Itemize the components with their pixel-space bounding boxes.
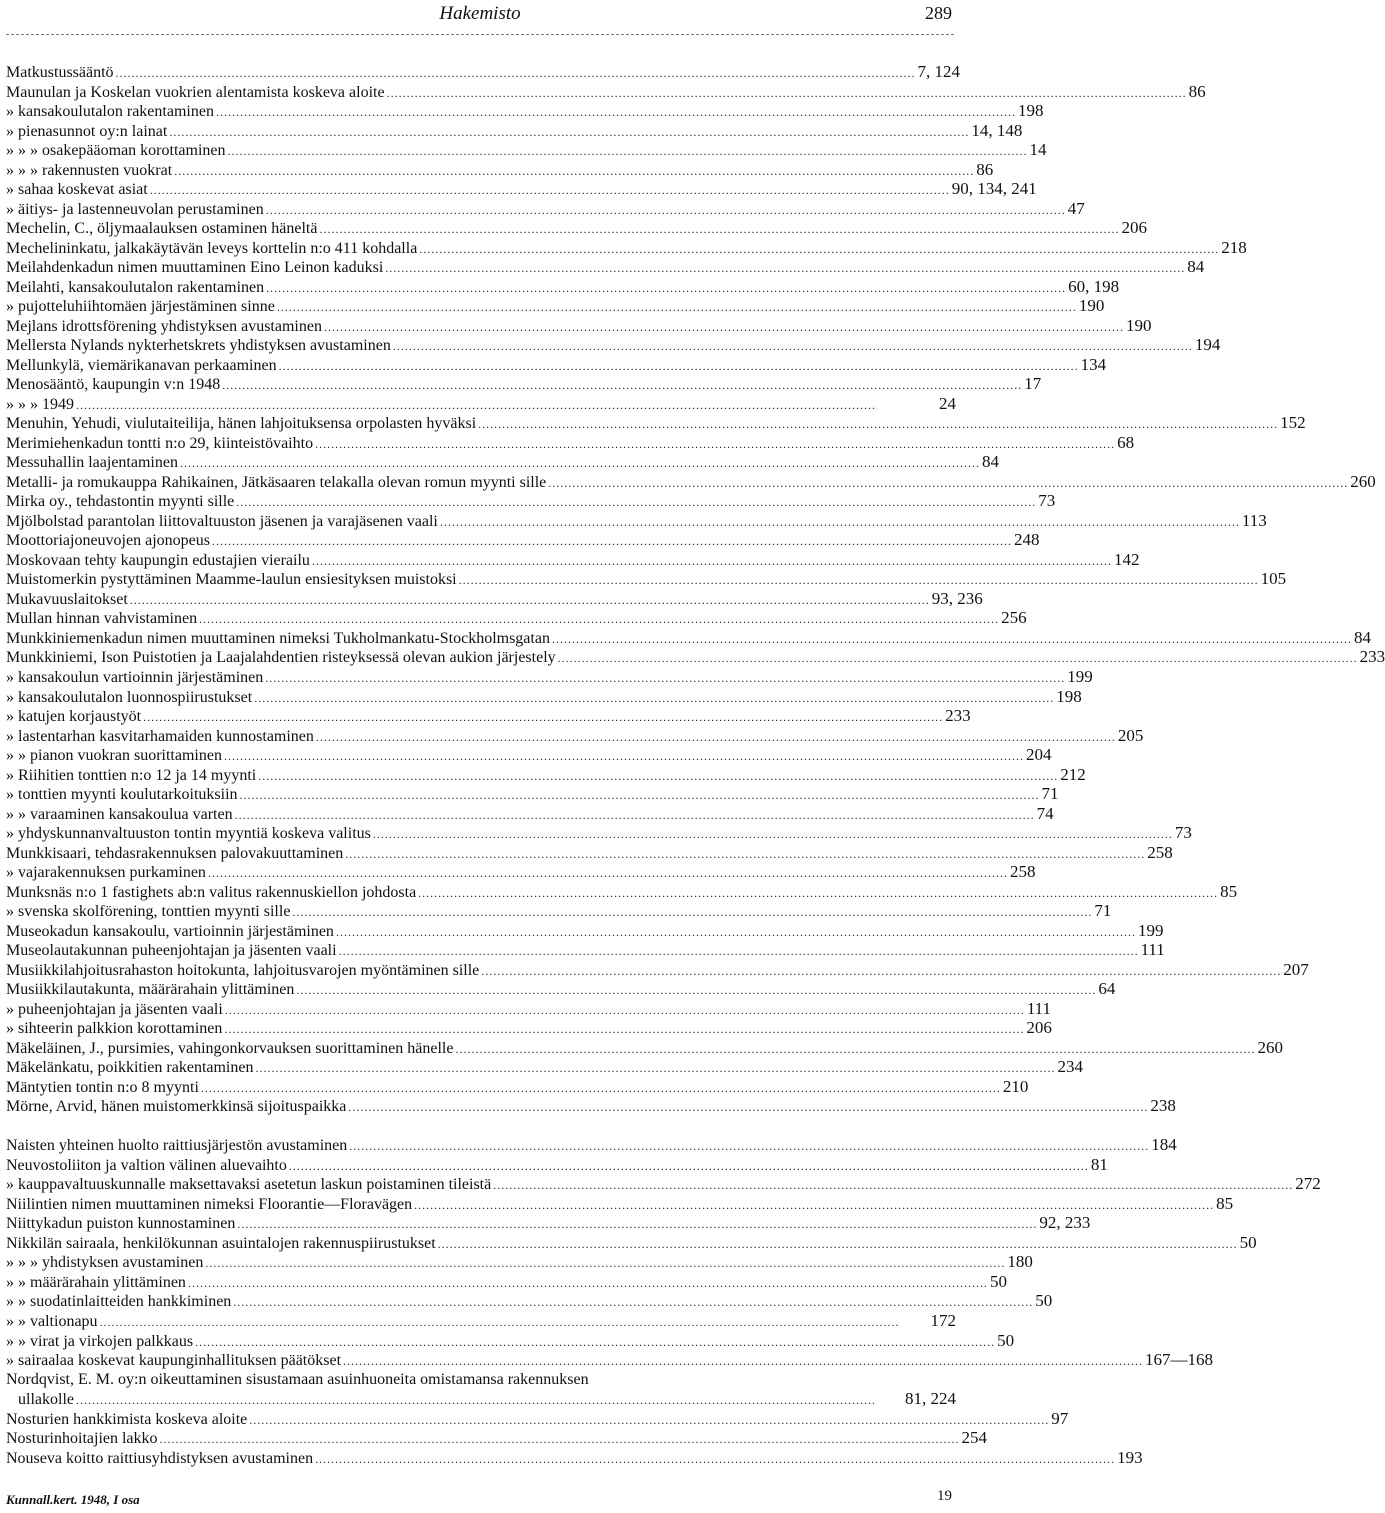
index-entry bbox=[6, 1330, 1015, 1351]
index-entry-text: » kansakoulutalon luonnospiirustukset bbox=[6, 688, 253, 706]
index-entry bbox=[6, 120, 1023, 141]
dot-leader: ........................................................................................................................................................................................................ bbox=[418, 885, 1219, 900]
dot-leader: ........................................................................................................................................................................................................ bbox=[227, 144, 1028, 159]
page-number: 289 bbox=[925, 3, 952, 23]
index-entry-text: Neuvostoliiton ja valtion välinen aluevaihto bbox=[6, 1156, 287, 1174]
index-entry-text: » sihteerin palkkion korottaminen bbox=[6, 1020, 223, 1038]
index-entry-pages: 73 bbox=[1038, 491, 1056, 511]
dot-leader: ........................................................................................................................................................................................................ bbox=[288, 1158, 1089, 1173]
index-entry bbox=[6, 803, 1054, 824]
index-entry-text: » yhdyskunnanvaltuuston tontin myyntiä koskeva valitus bbox=[6, 825, 371, 843]
index-entry bbox=[6, 979, 1116, 999]
index-entry bbox=[6, 998, 1052, 1019]
index-entry-pages: 74 bbox=[1036, 803, 1054, 823]
index-entry bbox=[6, 842, 1173, 863]
index-entry bbox=[6, 549, 1140, 570]
index-entry-text: » vajarakennuksen purkaminen bbox=[6, 864, 206, 882]
index-entry bbox=[6, 823, 1192, 843]
index-entry-pages: 167—168 bbox=[1145, 1350, 1214, 1370]
index-entry-text: Metalli- ja romukauppa Rahikainen, Jätkäsaaren telakalla olevan romun myynti sille bbox=[6, 473, 547, 491]
index-entry-text: Muistomerkin pystyttäminen Maamme-laulun ensiesityksen muistoksi bbox=[6, 571, 457, 589]
index-entry-pages: 97 bbox=[1051, 1408, 1069, 1428]
index-entry-pages: 50 bbox=[1239, 1232, 1257, 1252]
index-entry-text: » tonttien myynti koulutarkoituksiin bbox=[6, 786, 238, 804]
index-entry-text: » » » yhdistyksen avustaminen bbox=[6, 1254, 204, 1272]
index-entry-pages: 86 bbox=[1188, 81, 1206, 101]
index-entry-text: Musiikkilahjoitusrahaston hoitokunta, lahjoitusvarojen myöntäminen sille bbox=[6, 961, 480, 979]
dot-leader: ........................................................................................................................................................................................................ bbox=[224, 1002, 1025, 1017]
index-entry-text: » » valtionapu bbox=[6, 1313, 98, 1330]
index-entry-text: » » suodatinlaitteiden hankkiminen bbox=[6, 1293, 232, 1311]
dot-leader: ........................................................................................................................................................................................................ bbox=[205, 1256, 1006, 1271]
dot-leader: ........................................................................................................................................................................................................ bbox=[315, 1451, 1116, 1466]
index-entry bbox=[6, 745, 1052, 765]
dot-leader: ........................................................................................................................................................................................................ bbox=[149, 183, 950, 198]
index-entry-pages: 90, 134, 241 bbox=[951, 179, 1037, 199]
index-entry-pages: 190 bbox=[1078, 296, 1105, 316]
index-entry bbox=[6, 1447, 1143, 1468]
index-entry-pages: 198 bbox=[1056, 686, 1082, 706]
index-entry-text: Mäkeläinen, J., pursimies, vahingonkorvauksen suorittaminen hänelle bbox=[6, 1039, 454, 1057]
index-entry-text: Merimiehenkadun tontti n:o 29, kiinteistövaihto bbox=[6, 434, 314, 452]
index-entry-text: » sahaa koskevat asiat bbox=[6, 181, 148, 199]
dot-leader: ........................................................................................................................................................................................................ bbox=[455, 1041, 1256, 1056]
index-entry-text: Nikkilän sairaala, henkilökunnan asuintalojen rakennuspiirustukset bbox=[6, 1234, 436, 1252]
index-entry-text: Munkkiniemenkadun nimen muuttaminen nimeksi Tukholmankatu-Stockholmsgatan bbox=[6, 629, 550, 647]
index-entry-pages: 233 bbox=[1359, 647, 1385, 667]
index-entry-pages: 152 bbox=[1280, 413, 1306, 433]
index-entry-pages: 204 bbox=[1025, 745, 1052, 765]
dot-leader: ........................................................................................................................................................................................................ bbox=[234, 807, 1035, 822]
index-entry bbox=[6, 452, 999, 472]
index-entry bbox=[6, 1291, 1053, 1311]
index-entry-pages: 47 bbox=[1067, 198, 1085, 218]
index-entry-text: » katujen korjaustyöt bbox=[6, 708, 142, 726]
index-entry-text: Mukavuuslaitokset bbox=[6, 590, 128, 608]
index-entry bbox=[6, 1311, 956, 1331]
index-entry-pages: 248 bbox=[1013, 530, 1040, 550]
section-gap bbox=[6, 1116, 956, 1136]
index-entry bbox=[6, 491, 1056, 511]
index-entry-text: » kansakoulutalon rakentaminen bbox=[6, 103, 214, 121]
index-entry bbox=[6, 62, 961, 82]
dot-leader: ........................................................................................................................................................................................................ bbox=[75, 1393, 876, 1408]
dot-leader: ........................................................................................................................................................................................................ bbox=[237, 1217, 1038, 1232]
dot-leader: ........................................................................................................................................................................................................ bbox=[458, 573, 1259, 588]
index-entry-pages: 7, 124 bbox=[917, 62, 961, 81]
index-entry-pages: 93, 236 bbox=[931, 588, 983, 608]
dot-leader: ........................................................................................................................................................................................................ bbox=[319, 222, 1120, 237]
index-entry-text: » » » rakennusten vuokrat bbox=[6, 161, 173, 179]
dot-leader: ........................................................................................................................................................................................................ bbox=[323, 319, 1124, 334]
index-entry-pages: 184 bbox=[1151, 1135, 1177, 1155]
dot-leader: ........................................................................................................................................................................................................ bbox=[129, 592, 930, 607]
index-entry-pages: 17 bbox=[1024, 374, 1042, 394]
index-entry-text: » sairaalaa koskevat kaupunginhallituksen päätökset bbox=[6, 1352, 342, 1370]
index-entry-pages: 258 bbox=[1009, 862, 1036, 882]
dot-leader: ........................................................................................................................................................................................................ bbox=[200, 1080, 1001, 1095]
index-entry-pages: 260 bbox=[1257, 1037, 1283, 1057]
sheet-number: 19 bbox=[937, 1488, 952, 1504]
dot-leader: ........................................................................................................................................................................................................ bbox=[266, 280, 1067, 295]
index-entry-pages: 113 bbox=[1241, 510, 1267, 530]
index-entry bbox=[6, 686, 1082, 707]
index-entry-text: Mechelininkatu, jalkakäytävän leveys korttelin n:o 411 kohdalla bbox=[6, 239, 418, 257]
index-entry-text: » pienasunnot oy:n lainat bbox=[6, 122, 168, 140]
dot-leader: ........................................................................................................................................................................................................ bbox=[414, 1197, 1215, 1212]
index-entry-pages: 256 bbox=[1001, 608, 1027, 628]
index-entry-pages: 111 bbox=[1140, 940, 1165, 960]
index-entry-pages: 84 bbox=[1187, 257, 1205, 277]
dot-leader: ........................................................................................................................................................................................................ bbox=[249, 1412, 1050, 1427]
index-entry-pages: 206 bbox=[1121, 218, 1147, 238]
index-entry-pages: 180 bbox=[1007, 1252, 1033, 1272]
index-entry-pages: 142 bbox=[1113, 549, 1140, 569]
index-entry-text: Maunulan ja Koskelan vuokrien alentamista koskeva aloite bbox=[6, 83, 385, 101]
index-entry bbox=[6, 101, 1044, 121]
index-entry bbox=[6, 764, 1086, 785]
dot-leader: ........................................................................................................................................................................................................ bbox=[99, 1315, 900, 1329]
index-entry-pages: 50 bbox=[997, 1330, 1015, 1350]
index-entry bbox=[6, 374, 1042, 394]
index-entry-text: » » määrärahain ylittäminen bbox=[6, 1273, 186, 1291]
index-entry-pages: 85 bbox=[1220, 881, 1238, 901]
index-entry bbox=[6, 471, 1376, 492]
index-entry-pages: 14 bbox=[1029, 140, 1047, 160]
index-entry bbox=[6, 1408, 1069, 1429]
index-entry-pages: 199 bbox=[1067, 666, 1093, 686]
index-entry-text: » Riihitien tonttien n:o 12 ja 14 myynti bbox=[6, 766, 257, 784]
index-entry bbox=[6, 432, 1135, 453]
index-entry-text: Mellunkylä, viemärikanavan perkaaminen bbox=[6, 356, 277, 374]
index-entry bbox=[6, 276, 1120, 297]
index-entry-text: Munksnäs n:o 1 fastighets ab:n valitus rakennuskiellon johdosta bbox=[6, 883, 417, 901]
dot-leader: ........................................................................................................................................................................................................ bbox=[233, 1295, 1034, 1310]
index-entry bbox=[6, 140, 1047, 160]
index-entry bbox=[6, 179, 1037, 199]
index-entry-text: Moskovaan tehty kaupungin edustajien vierailu bbox=[6, 551, 310, 569]
index-entry bbox=[6, 510, 1267, 531]
index-entry bbox=[6, 627, 1371, 648]
index-entry-text: Mörne, Arvid, hänen muistomerkkinsä sijoituspaikka bbox=[6, 1098, 347, 1116]
index-entry-text: Munkkisaari, tehdasrakennuksen palovakuuttaminen bbox=[6, 844, 344, 862]
dot-leader: ........................................................................................................................................................................................................ bbox=[258, 768, 1059, 783]
dot-leader: ........................................................................................................................................................................................................ bbox=[265, 670, 1066, 685]
index-entry-pages: 218 bbox=[1221, 237, 1247, 257]
index-entry bbox=[6, 1154, 1108, 1175]
index-entry-text: » » » 1949 bbox=[6, 395, 74, 413]
index-entry-pages: 233 bbox=[945, 706, 971, 726]
index-entry-text: » » pianon vuokran suorittaminen bbox=[6, 747, 222, 765]
dot-leader: ........................................................................................................................................................................................................ bbox=[276, 300, 1077, 315]
dot-leader: ........................................................................................................................................................................................................ bbox=[419, 241, 1220, 256]
dot-leader: ........................................................................................................................................................................................................ bbox=[481, 963, 1282, 978]
dot-leader: ........................................................................................................................................................................................................ bbox=[493, 1178, 1294, 1193]
index-entry-pages: 50 bbox=[1035, 1291, 1053, 1311]
index-entry-text: Mellersta Nylands nykterhetskrets yhdistyksen avustaminen bbox=[6, 337, 391, 355]
dot-leader: ........................................................................................................................................................................................................ bbox=[199, 612, 1000, 627]
index-entry-text: Mirka oy., tehdastontin myynti sille bbox=[6, 493, 235, 511]
index-entry-pages: 71 bbox=[1041, 784, 1059, 804]
index-entry-text: Nordqvist, E. M. oy:n oikeuttaminen sisustamaan asuinhuoneita omistamansa rakennuksen bbox=[6, 1370, 589, 1388]
dot-leader: ........................................................................................................................................................................................................ bbox=[187, 1275, 988, 1290]
index-entry-text: Museolautakunnan puheenjohtajan ja jäsenten vaali bbox=[6, 942, 337, 960]
index-entry-pages: 254 bbox=[961, 1428, 988, 1448]
index-entry-pages: 238 bbox=[1150, 1096, 1176, 1116]
page-header bbox=[0, 0, 960, 40]
index-entry bbox=[6, 959, 1309, 980]
index-entry-pages: 92, 233 bbox=[1039, 1213, 1091, 1233]
index-entry-text: » pujotteluhiihtomäen järjestäminen sinne bbox=[6, 298, 275, 316]
index-entry bbox=[6, 784, 1059, 804]
index-entry-pages: 272 bbox=[1295, 1174, 1321, 1194]
index-entry-text: Meilahdenkadun nimen muuttaminen Eino Leinon kaduksi bbox=[6, 259, 384, 277]
index-entry bbox=[6, 725, 1144, 746]
index-entry bbox=[6, 1389, 956, 1409]
dot-leader: ........................................................................................................................................................................................................ bbox=[179, 456, 980, 471]
index-entry bbox=[6, 1096, 1176, 1116]
index-entry-pages: 73 bbox=[1174, 823, 1192, 843]
index-entry-pages: 207 bbox=[1283, 959, 1309, 979]
index-entry bbox=[6, 1350, 1214, 1370]
index-entry-pages: 206 bbox=[1026, 1018, 1052, 1038]
index-entry bbox=[6, 588, 983, 609]
index-entry bbox=[6, 257, 1205, 277]
dot-leader: ........................................................................................................................................................................................................ bbox=[315, 436, 1116, 451]
index-entry bbox=[6, 354, 1107, 375]
index-entry bbox=[6, 1057, 1083, 1077]
index-entry-pages: 60, 198 bbox=[1068, 276, 1120, 296]
dot-leader: ........................................................................................................................................................................................................ bbox=[254, 690, 1055, 705]
dot-leader: ........................................................................................................................................................................................................ bbox=[224, 1022, 1025, 1037]
index-entry-text: Mejlans idrottsförening yhdistyksen avustaminen bbox=[6, 317, 322, 335]
index-entry-pages: 105 bbox=[1260, 569, 1287, 589]
index-entry bbox=[6, 608, 1027, 628]
dot-leader: ........................................................................................................................................................................................................ bbox=[223, 749, 1024, 764]
index-entry-text: Niilintien nimen muuttaminen nimeksi Floorantie—Floravägen bbox=[6, 1195, 413, 1213]
index-entry-text: Meilahti, kansakoulutalon rakentaminen bbox=[6, 278, 265, 296]
dot-leader: ........................................................................................................................................................................................................ bbox=[236, 495, 1037, 510]
index-entry bbox=[6, 394, 956, 414]
dot-leader: ........................................................................................................................................................................................................ bbox=[392, 339, 1193, 354]
dot-leader: ........................................................................................................................................................................................................ bbox=[338, 944, 1139, 959]
index-entry-pages: 50 bbox=[989, 1271, 1007, 1291]
dot-leader: ........................................................................................................................................................................................................ bbox=[437, 1236, 1238, 1251]
index-entry-text: » puheenjohtajan ja jäsenten vaali bbox=[6, 1000, 223, 1018]
index-entry-pages: 14, 148 bbox=[971, 120, 1023, 140]
index-entry-pages: 24 bbox=[939, 393, 956, 413]
dot-leader: ........................................................................................................................................................................................................ bbox=[195, 1334, 996, 1349]
index-entry-pages: 64 bbox=[1098, 979, 1116, 999]
dot-leader: ........................................................................................................................................................................................................ bbox=[211, 534, 1012, 549]
index-entry-text: Mullan hinnan vahvistaminen bbox=[6, 610, 198, 628]
index-entry-text: Nosturinhoitajien lakko bbox=[6, 1430, 158, 1448]
dot-leader: ........................................................................................................................................................................................................ bbox=[174, 163, 975, 178]
index-entry bbox=[6, 1428, 988, 1448]
index-entry-text: Naisten yhteinen huolto raittiusjärjestön avustaminen bbox=[6, 1137, 348, 1155]
index-entry-text: » äitiys- ja lastenneuvolan perustaminen bbox=[6, 200, 264, 218]
index-entry bbox=[6, 413, 1306, 433]
index-list bbox=[6, 62, 1385, 1467]
index-entry-text: Matkustussääntö bbox=[6, 64, 114, 81]
index-entry bbox=[6, 237, 1247, 258]
index-entry-pages: 194 bbox=[1194, 335, 1221, 355]
index-entry bbox=[6, 1018, 1052, 1038]
index-entry-text: » lastentarhan kasvitarhamaiden kunnostaminen bbox=[6, 727, 314, 745]
index-entry-text: Museokadun kansakoulu, vartioinnin järjestäminen bbox=[6, 922, 334, 940]
index-entry bbox=[6, 1252, 1033, 1272]
index-entry bbox=[6, 940, 1165, 960]
dot-leader: ........................................................................................................................................................................................................ bbox=[551, 631, 1352, 646]
index-entry-pages: 86 bbox=[976, 159, 994, 179]
dot-leader: ........................................................................................................................................................................................................ bbox=[76, 397, 876, 412]
index-entry-pages: 260 bbox=[1350, 471, 1376, 491]
dot-leader: ........................................................................................................................................................................................................ bbox=[385, 261, 1186, 276]
dot-leader: ........................................................................................................................................................................................................ bbox=[348, 1100, 1149, 1115]
index-entry-pages: 199 bbox=[1137, 920, 1164, 940]
index-entry bbox=[6, 1037, 1283, 1058]
index-entry-text: Mäkelänkatu, poikkitien rakentaminen bbox=[6, 1059, 254, 1077]
index-entry-text: Menuhin, Yehudi, viulutaiteilija, hänen lahjoituksensa orpolasten hyväksi bbox=[6, 415, 477, 433]
index-entry-text: Mäntytien tontin n:o 8 myynti bbox=[6, 1078, 199, 1096]
index-entry-text: Messuhallin laajentaminen bbox=[6, 454, 178, 472]
dot-leader: ........................................................................................................................................................................................................ bbox=[265, 202, 1066, 217]
index-entry-pages: 81, 224 bbox=[905, 1389, 956, 1409]
dot-leader: ........................................................................................................................................................................................................ bbox=[115, 66, 916, 80]
page-footer bbox=[6, 1488, 952, 1510]
header-divider bbox=[6, 34, 954, 35]
dot-leader: ........................................................................................................................................................................................................ bbox=[296, 983, 1097, 998]
index-entry-text: Nosturien hankkimista koskeva aloite bbox=[6, 1410, 248, 1428]
index-entry-pages: 198 bbox=[1017, 101, 1044, 121]
dot-leader: ........................................................................................................................................................................................................ bbox=[207, 866, 1008, 881]
index-entry-text: » svenska skolförening, tonttien myynti sille bbox=[6, 903, 291, 921]
index-entry bbox=[6, 862, 1036, 882]
dot-leader: ........................................................................................................................................................................................................ bbox=[222, 378, 1023, 393]
index-entry-pages: 85 bbox=[1216, 1193, 1234, 1213]
index-entry-pages: 212 bbox=[1060, 764, 1086, 784]
index-entry bbox=[6, 1174, 1321, 1194]
index-entry-text: Menosääntö, kaupungin v:n 1948 bbox=[6, 376, 221, 394]
index-entry-pages: 210 bbox=[1002, 1076, 1029, 1096]
index-entry-text: ullakolle bbox=[18, 1391, 74, 1409]
index-entry bbox=[6, 1370, 956, 1390]
dot-leader: ........................................................................................................................................................................................................ bbox=[278, 358, 1079, 373]
dot-leader: ........................................................................................................................................................................................................ bbox=[315, 729, 1116, 744]
index-entry-text: Nouseva koitto raittiusyhdistyksen avustaminen bbox=[6, 1449, 314, 1467]
index-entry bbox=[6, 901, 1112, 921]
index-entry-text: Niittykadun puiston kunnostaminen bbox=[6, 1215, 236, 1233]
index-entry-pages: 172 bbox=[930, 1311, 956, 1330]
index-entry bbox=[6, 296, 1105, 316]
index-entry-text: Munkkiniemi, Ison Puistotien ja Laajalahdentien risteyksessä olevan aukion järjestely bbox=[6, 649, 556, 667]
index-entry-pages: 134 bbox=[1080, 354, 1107, 374]
index-entry-text: » » » osakepääoman korottaminen bbox=[6, 142, 226, 160]
index-entry-pages: 84 bbox=[981, 452, 999, 472]
index-entry bbox=[6, 1213, 1091, 1233]
dot-leader: ........................................................................................................................................................................................................ bbox=[239, 788, 1040, 803]
index-entry bbox=[6, 159, 994, 180]
footer-signature: Kunnall.kert. 1948, I osa bbox=[6, 1492, 140, 1507]
dot-leader: ........................................................................................................................................................................................................ bbox=[439, 514, 1240, 529]
index-entry bbox=[6, 218, 1147, 238]
index-entry-text: Musiikkilautakunta, määrärahain ylittäminen bbox=[6, 981, 295, 999]
dot-leader: ........................................................................................................................................................................................................ bbox=[143, 710, 944, 725]
index-entry bbox=[6, 666, 1093, 687]
index-entry-pages: 84 bbox=[1353, 627, 1371, 647]
index-entry bbox=[6, 530, 1040, 550]
index-entry-pages: 71 bbox=[1094, 901, 1112, 921]
dot-leader: ........................................................................................................................................................................................................ bbox=[345, 846, 1146, 861]
index-entry-pages: 68 bbox=[1117, 432, 1135, 452]
index-entry bbox=[6, 315, 1152, 336]
index-entry-text: Moottoriajoneuvojen ajonopeus bbox=[6, 532, 210, 550]
dot-leader: ........................................................................................................................................................................................................ bbox=[169, 124, 970, 139]
index-entry-pages: 258 bbox=[1147, 842, 1173, 862]
dot-leader: ........................................................................................................................................................................................................ bbox=[215, 105, 1016, 120]
index-entry bbox=[6, 706, 971, 726]
index-entry bbox=[6, 198, 1085, 219]
dot-leader: ........................................................................................................................................................................................................ bbox=[548, 475, 1349, 490]
index-entry bbox=[6, 1271, 1007, 1292]
index-entry bbox=[6, 881, 1238, 902]
index-entry bbox=[6, 81, 1206, 102]
index-entry bbox=[6, 1193, 1234, 1214]
index-entry bbox=[6, 1135, 1177, 1155]
dot-leader: ........................................................................................................................................................................................................ bbox=[557, 651, 1358, 666]
dot-leader: ........................................................................................................................................................................................................ bbox=[349, 1139, 1150, 1154]
index-entry bbox=[6, 335, 1221, 355]
index-entry-text: » kansakoulun vartioinnin järjestäminen bbox=[6, 668, 264, 686]
index-entry-text: » » virat ja virkojen palkkaus bbox=[6, 1332, 194, 1350]
index-entry-pages: 81 bbox=[1090, 1154, 1108, 1174]
index-entry bbox=[6, 569, 1287, 589]
dot-leader: ........................................................................................................................................................................................................ bbox=[386, 85, 1187, 100]
index-entry-text: » » varaaminen kansakoulua varten bbox=[6, 805, 233, 823]
index-entry bbox=[6, 647, 1385, 667]
dot-leader: ........................................................................................................................................................................................................ bbox=[343, 1354, 1144, 1369]
index-entry-pages: 190 bbox=[1125, 315, 1152, 335]
index-entry-pages: 193 bbox=[1117, 1447, 1143, 1467]
index-entry-pages: 205 bbox=[1117, 725, 1144, 745]
index-entry bbox=[6, 920, 1164, 941]
index-entry-pages: 111 bbox=[1026, 998, 1052, 1018]
index-entry bbox=[6, 1076, 1029, 1097]
dot-leader: ........................................................................................................................................................................................................ bbox=[372, 827, 1173, 842]
dot-leader: ........................................................................................................................................................................................................ bbox=[255, 1061, 1056, 1076]
index-entry-text: » kauppavaltuuskunnalle maksettavaksi asetetun laskun poistaminen tileistä bbox=[6, 1176, 492, 1194]
dot-leader: ........................................................................................................................................................................................................ bbox=[159, 1432, 960, 1447]
dot-leader: ........................................................................................................................................................................................................ bbox=[335, 924, 1136, 939]
index-entry-text: Mjölbolstad parantolan liittovaltuuston jäsenen ja varajäsenen vaali bbox=[6, 512, 438, 530]
dot-leader: ........................................................................................................................................................................................................ bbox=[478, 417, 1279, 432]
dot-leader: ........................................................................................................................................................................................................ bbox=[292, 905, 1093, 920]
index-entry bbox=[6, 1232, 1257, 1253]
index-entry-text: Mechelin, C., öljymaalauksen ostaminen häneltä bbox=[6, 220, 318, 238]
page-title: Hakemisto bbox=[439, 3, 521, 24]
dot-leader: ........................................................................................................................................................................................................ bbox=[311, 553, 1112, 568]
index-entry-pages: 234 bbox=[1057, 1057, 1083, 1077]
